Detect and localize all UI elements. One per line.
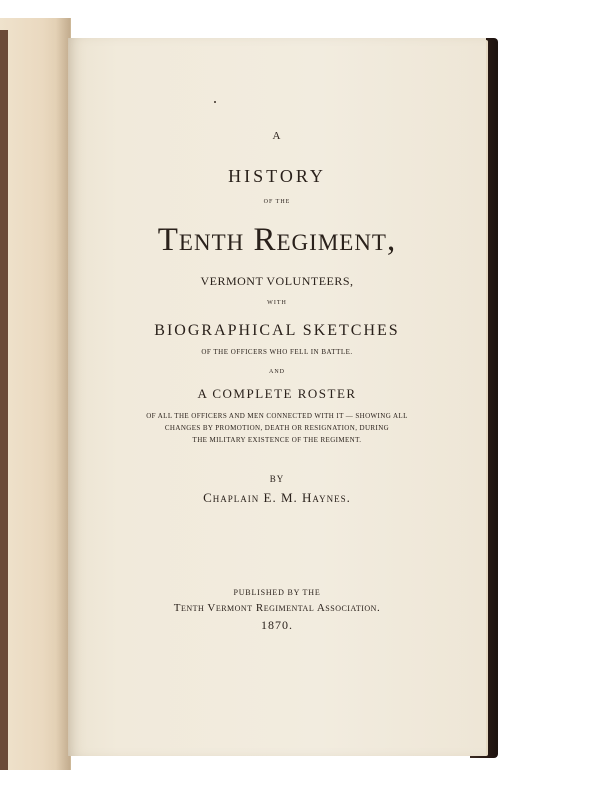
roster-description-line: OF ALL THE OFFICERS AND MEN CONNECTED WITH IT — SHOWING ALL [146, 412, 408, 420]
connector-by: BY [269, 474, 285, 484]
connector-and: AND [269, 369, 285, 375]
roster-description-line: THE MILITARY EXISTENCE OF THE REGIMENT. [192, 436, 362, 444]
author-name: Chaplain E. M. Haynes. [203, 490, 351, 505]
subtitle-biographical: BIOGRAPHICAL SKETCHES [154, 322, 400, 339]
title-article: A [272, 130, 282, 142]
connector-with: WITH [267, 300, 287, 306]
main-title: Tenth Regiment, [157, 222, 397, 258]
publisher-name: Tenth Vermont Regimental Association. [173, 602, 381, 614]
left-cover-edge [0, 30, 8, 770]
ink-speck [214, 101, 216, 103]
publication-year: 1870. [261, 618, 293, 632]
title-page [68, 38, 486, 756]
left-page [0, 18, 71, 770]
subtitle-roster: A COMPLETE ROSTER [197, 386, 357, 401]
roster-description-line: CHANGES BY PROMOTION, DEATH OR RESIGNATION, DURING [164, 424, 390, 432]
title-of-the: OF THE [263, 199, 291, 205]
title-history: HISTORY [228, 166, 326, 186]
subtitle-vermont: VERMONT VOLUNTEERS, [200, 274, 354, 288]
subtitle-officers: OF THE OFFICERS WHO FELL IN BATTLE. [201, 348, 353, 356]
publisher-intro: PUBLISHED BY THE [233, 588, 321, 597]
